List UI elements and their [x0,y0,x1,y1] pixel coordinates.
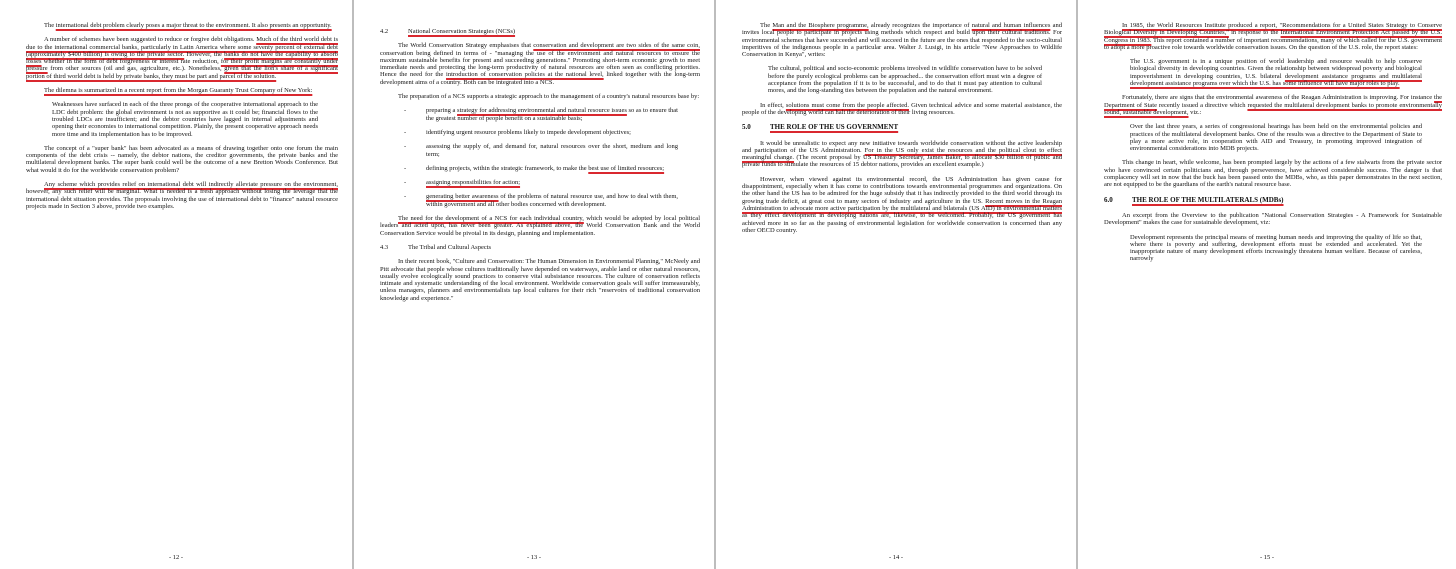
text-run: Given technical advice and some material assistance, the people of the developing world can halt the deterioration of their living resources. [742,101,1063,116]
block-quote [1130,234,1422,263]
paragraph [1104,159,1442,188]
highlighted-text: For in the US only exist the resources and the political clout to effect meaningful change. [742,146,1062,162]
highlighted-text: conservation and development are two sides of the same coin, [533,42,700,50]
text-run: linked together with the long-term development aims of a country. Both can be integrated into a NCS. [380,71,700,86]
text-run: However, when viewed against its environmental record, the US Administration has given cause for disappointment, especially when it has come to contributions towards environmental programmes and organizations. On the other hand the US has to be admired for the huge subsidy that it has indirectly provided to the third world through its growing trade deficit, at great cost to many sectors of industry and agriculture in the US. [742,175,1062,205]
text-run: Over the last three years, a series of congressional hearings has been held on the environmental policies and practices of the multilateral development banks. One of the results was a directive to the Department of State to play a more active role, in cooperation with AID and Treasury, in promoting improved integration of environmental considerations into MDB projects. [1130,123,1422,153]
highlighted-text: Recent moves in the Reagan Administration to advocate more active participation by the multilateral and bilaterals (US AID) in environmental matters [742,197,1062,212]
text-run: The concept of a "super bank" has been advocated as a means of drawing together onto one forum the main components of the debt crisis -- namely, the debtor nations, the creditor governments, the private banks and the multilateral development banks. The super bank could well be the outcome of a new Bretton Woods Conference. But what would it do for the worldwide conservation problem? [26,144,338,174]
text-run: Development represents the principal means of meeting human needs and improving the quality of life so that, where there is poverty and suffering, development efforts must be extended and accelerated. Yet the inappropriate nature of many development efforts increasingly threatens human welfare. Because of careless, narrowly [1130,233,1422,263]
highlighted-text: International Environment Protection Act passed by the U.S. Congress in 1983. [1104,29,1443,44]
text-run: from other sources (oil and gas, agriculture, etc.). Nonetheless, [47,65,225,73]
highlighted-text: National Conservation Strategies (NCSs) [408,28,516,35]
highlighted-text: The need for the development of a NCS for each individual country, [398,215,584,223]
highlighted-text: assigning responsibilities for action; [426,179,521,187]
paragraph [380,93,700,100]
highlighted-text: given that the lion's share of a significant portion of third world debt is held by private banks, they must be part and parcel of the solution. [26,65,338,80]
text-run: Weaknesses have surfaced in each of the three prongs of the cooperative international approach to the LDC debt problem: the global environment is not as supportive as it could be; financial flows to the troubled LDCs are insufficient; and the debtor countries have lagged in internal adjustments and opening their economies to international competition. Plainly, the present cooperative approach needs more time and its implementation has to be improved. [52,101,318,138]
text-run: The Tribal and Cultural Aspects [408,243,492,251]
section-number: 4.3 [380,243,389,251]
highlighted-text: Any scheme which provides relief on international debt will indirectly alleviate pressure on the environment, [44,181,338,189]
page-13 [354,0,714,569]
paragraph [1104,22,1442,51]
text-run: recently issued a directive which [1157,101,1248,109]
highlighted-text: Much of the third world debt is due to the international commercial banks, particularly in Latin America where some seventy percent of external debt (approximately $400 billion) is owing to the private sector. [26,36,338,58]
text-run: An excerpt from the Overview to the publication "National Conservation Strategies - A Framework for Sustainable Development" makes the case for sustainable development, viz: [1104,211,1442,227]
paragraph [380,258,700,302]
highlighted-text: THE ROLE OF THE US GOVERNMENT [770,123,899,132]
highlighted-text: In 1985, the World Resources Institute produced a report, [1122,22,1280,29]
highlighted-text: requested the multilateral development banks to promote environmentally sound, sustainable development, [1104,101,1442,116]
page-body [1104,22,1442,263]
block-quote [768,65,1042,94]
text-run: preparing a [426,107,458,115]
text-run: assessing the supply of, and demand for, natural resources over the short, medium and long term; [426,143,678,158]
text-run: The cultural, political and socio-economic problems involved in wildlife conservation have to be solved before the purely ecological problems can be approached... the conservation effort must win a degree of acceptance from the population if it is to be successful, and to do that it must pay attention to cultural mores, and the long-standing ties between the population and the natural environment. [768,65,1042,95]
section-heading [742,124,1062,131]
text-run: In effect, [760,101,786,109]
paragraph [26,145,338,174]
highlighted-text: the Department of State [1104,94,1442,109]
paragraph [1104,212,1442,227]
highlighted-text: THE ROLE OF THE MULTILATERALS (MDBs) [1132,195,1284,204]
paragraph [26,181,338,210]
page-15 [1078,0,1456,569]
page-number: - 12 - [168,553,184,561]
block-quote [52,101,318,137]
paragraph [26,87,338,94]
list-item [426,193,678,208]
section-heading [1104,197,1442,204]
text-run: so as to ensure that the greatest number of people benefit on a sustainable basis; [426,107,678,122]
page-14 [716,0,1076,569]
paragraph [742,176,1062,234]
page-12 [0,0,352,569]
text-run: The World Conservation Strategy emphasises that [398,42,534,50]
paragraph [1104,94,1442,116]
text-run: conservation being defined in terms of - "managing the use of the environment and natural resources to ensure the maximum sustainable benefits for present and succeeding generations." Promoting short-term economic growth to meet immediate needs and protecting the long-term productivity of natural resources are often seen as conflicting priorities. Hence the need for the [380,49,700,79]
highlighted-text: international debt problem clearly poses a major threat to the environment. It also presents an opportunity. [55,22,332,29]
paragraph [26,36,338,80]
highlighted-text: solutions must come from the people affected. [785,101,909,109]
page-number: - 13 - [526,553,542,561]
highlighted-text: Man and the Biosphere programme, [772,22,869,29]
paragraph [742,140,1062,169]
list-item [426,129,678,136]
highlighted-text: development assistance programs and multilateral development assistance programs over which the U.S. has some influence will have major roles to play. [1130,72,1422,88]
text-run: This report contained a number of important recommendations, many of which called for the U.S. government to adopt a more proactive role towards worldwide conservation issues. On the question of the U.S. role, the report states: [1104,36,1443,51]
text-run: identifying urgent resource problems likely to impede development objectives; [426,128,631,136]
text-run: A number of schemes have been suggested to reduce or forgive debt obligations. [44,36,257,44]
page-body [742,22,1062,234]
highlighted-text: The dilemna is summarized in a recent report from the Morgan Guaranty Trust Company of New York: [44,87,313,95]
section-number: 4.2 [380,28,389,35]
text-run: as they effect development in developing nations are, likewise, to be welcomed. Probably, the US government has achieved more in so far as the passing of environmental legislation for worldwide conservation is concerned than any other OECD country. [742,212,1062,234]
text-run: The preparation of a NCS supports a strategic approach to the management of a country's natural resources base by: [398,93,700,101]
text-run: defining projects, within the strategic framework, to make the [426,164,589,172]
text-run: It would be unrealistic to expect any new initiative towards worldwide conservation without the active leadership and participation of the US Administration. [742,139,1062,154]
page-number: - 15 - [1259,553,1275,561]
highlighted-text: generating better awareness [426,193,499,201]
highlighted-text: strategy for addressing environmental and natural resource issues [457,107,627,115]
highlighted-text: natural and human influences [971,22,1051,29]
paragraph [742,102,1062,117]
text-run: which would be adopted by local political leaders and acted upon, has never been greater. As explained above, the World Conservation Bank and the World Conservation Service would be pivotal in its design, planning and implementation. [380,215,700,237]
list-item [426,179,678,186]
highlighted-text: introduction of conservation policies at the national level, [446,71,604,79]
text-run: of the problems of natural resource use, and how to deal with them, within government and all other bodies concerned with development. [426,193,679,208]
page-body [26,22,338,210]
page-body [380,28,700,302]
text-run: In their recent book, "Culture and Conservation: The Human Dimension in Environmental Planning," McNeely and Pitt advocate that people whose cultures traditionally have depended on waterways, arable land or other natural resources, usually evolve ecologically sound practices to conserve vital subsistance resources. The culture of conservation reflects intimate and systematic understanding of the local environment. Worldwide conservation goals will suffer immeasurably, unless managers, planners and environmentalists tap local cultures for their rich "reservoirs of traditional conservation knowledge and experience." [380,258,700,302]
block-quote [1130,58,1422,87]
block-quote [1130,123,1422,152]
text-run: The [760,22,773,29]
text-run: The [44,22,56,29]
paragraph [380,42,700,86]
highlighted-text: "Recommendations for a United States Strategy to Conserve Biological Diversity in Developing Countries," [1104,22,1442,37]
section-number: 6.0 [1104,195,1113,204]
text-run: This change in heart, while welcome, has been prompted largely by the actions of a few stalwarts from the private sector who have convinced certain politicians and, through perseverence, have achieved considerable success. The danger is that complacency will set in now that the buck has been passed onto the MDBs, who, as this paper demonstrates in the next section, are not equipped to be the guardians of the earth's natural resource base. [1104,159,1442,189]
paragraph [26,22,338,29]
bullet-list [426,107,678,208]
section-number: 5.0 [742,123,751,132]
text-run: however, any such relief will be marginal. What is needed is a fresh approach without losing the leverage that the international debt situation provides. The proposals involving the use of international debt to "finance" natural resource projects made in Section 3 above, provide two examples. [26,188,338,210]
paragraph [742,22,1062,58]
text-run: viz.: [1188,108,1202,116]
list-item [426,107,678,122]
text-run: already recognizes the importance of [868,22,972,29]
highlighted-text: best use of limited resources; [588,164,665,172]
text-run: Fortunately, there are signs that the environmental awareness of the Reagan Administration is improving. For instance [1122,94,1435,102]
subsection-heading [380,28,700,35]
text-run: The U.S. government is in a unique position of world leadership and resource wealth to help conserve biological diversity in developing countries. Given the relationship between widespread poverty and biological impoverishment in developing countries, U.S. bilateral [1130,58,1422,80]
list-item [426,165,678,172]
highlighted-text: for their profit margins are constantly under pressure [26,58,338,73]
list-item [426,143,678,158]
page-number: - 14 - [888,553,904,561]
text-run: (The recent proposal by US Treasury Secretary, James Baker, to allocate $30 billion of public and private funds to stimulate the resources of 15 debtor nations, provides an excellent example.) [742,154,1062,169]
text-run: whether in the form of debt forgiveness or interest rate reduction, [41,58,221,66]
paragraph [380,215,700,237]
highlighted-text: banks do not have the capability to absorb losses [26,50,338,66]
text-run: in response to the [1228,29,1281,37]
text-run: However, the [184,50,225,58]
subsection-heading [380,244,700,251]
text-run: and invites local people to participate in projects using methods which respect and build upon their cultural traditions. For environmental schemes that have succeeded and will succeed in the future are the ones that responded to the socio-cultural imperitives of the indigenous people in a particular area. Walter J. Lusigi, in his article "New Approaches to Wildlife Conservation in Kenya", writes: [742,22,1062,59]
